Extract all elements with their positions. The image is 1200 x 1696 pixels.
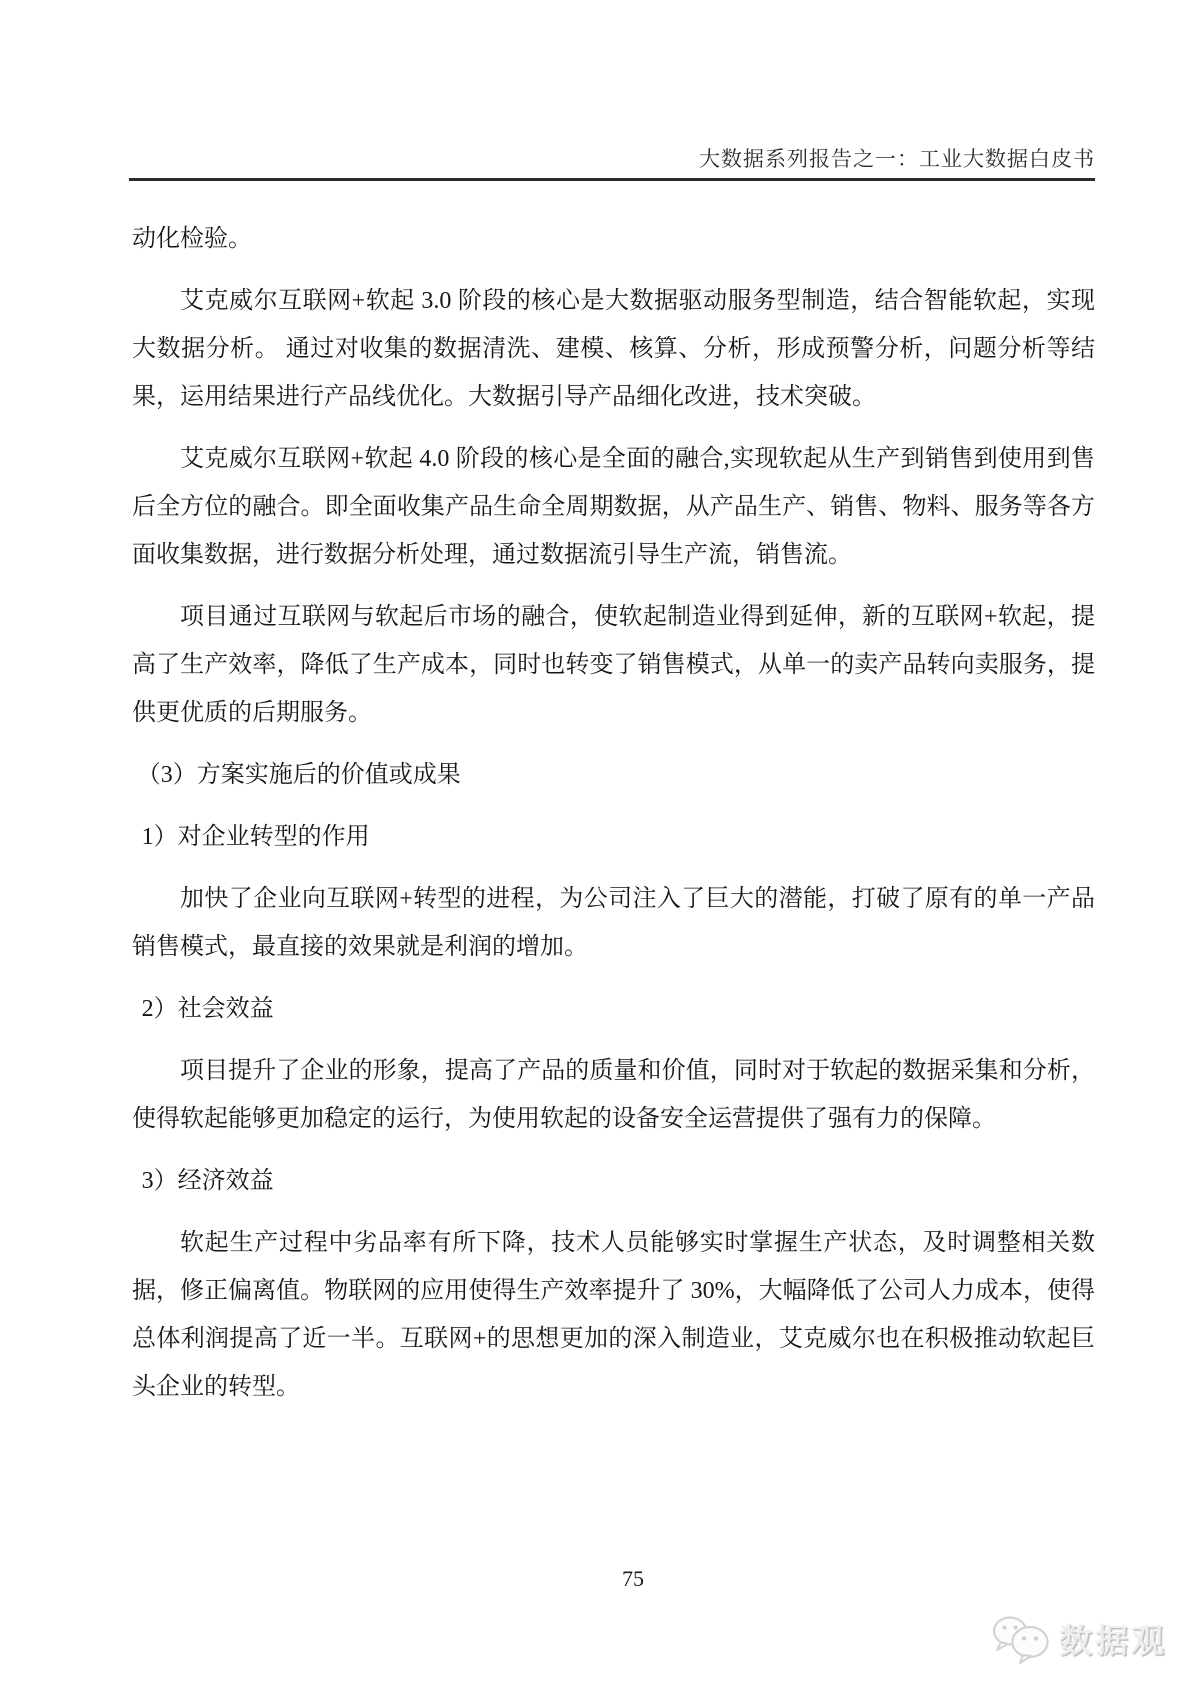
- paragraph: 软起生产过程中劣品率有所下降，技术人员能够实时掌握生产状态，及时调整相关数据，修正偏离值。物联网的应用使得生产效率提升了 30%，大幅降低了公司人力成本，使得总体利润提高了近一半。互联网+的思想更加的深入制造业，艾克威尔也在积极推动软起巨头企业的转型。: [132, 1230, 1095, 1400]
- page-number: 75: [622, 1566, 644, 1591]
- watermark: [989, 1612, 1167, 1664]
- watermark-label: 数据观: [1059, 1621, 1167, 1659]
- sub-heading: 1）对企业转型的作用: [141, 824, 370, 850]
- section-heading: （3）方案实施后的价值或成果: [136, 762, 461, 788]
- paragraph: 动化检验。: [132, 226, 252, 252]
- paragraph: 艾克威尔互联网+软起 3.0 阶段的核心是大数据驱动服务型制造，结合智能软起，实现大数据分析。 通过对收集的数据清洗、建模、核算、分析，形成预警分析，问题分析等结果，运用结果进行产品线优化。大数据引导产品细化改进，技术突破。: [132, 288, 1095, 410]
- paragraph: 项目通过互联网与软起后市场的融合，使软起制造业得到延伸，新的互联网+软起，提高了生产效率，降低了生产成本，同时也转变了销售模式，从单一的卖产品转向卖服务，提供更优质的后期服务。: [132, 604, 1095, 726]
- sub-heading: 3）经济效益: [141, 1168, 274, 1194]
- paragraph: 艾克威尔互联网+软起 4.0 阶段的核心是全面的融合,实现软起从生产到销售到使用到售后全方位的融合。即全面收集产品生命全周期数据，从产品生产、销售、物料、服务等各方面收集数据，进行数据分析处理，通过数据流引导生产流，销售流。: [132, 446, 1095, 568]
- page-header-title: 大数据系列报告之一：工业大数据白皮书: [129, 146, 1095, 181]
- wechat-bubbles-icon: [989, 1612, 1051, 1664]
- sub-heading: 2）社会效益: [141, 996, 274, 1022]
- paragraph: 加快了企业向互联网+转型的进程，为公司注入了巨大的潜能，打破了原有的单一产品销售模式，最直接的效果就是利润的增加。: [132, 886, 1095, 960]
- document-body: [132, 215, 1095, 1425]
- paragraph: 项目提升了企业的形象，提高了产品的质量和价值，同时对于软起的数据采集和分析，使得软起能够更加稳定的运行，为使用软起的设备安全运营提供了强有力的保障。: [132, 1058, 1095, 1132]
